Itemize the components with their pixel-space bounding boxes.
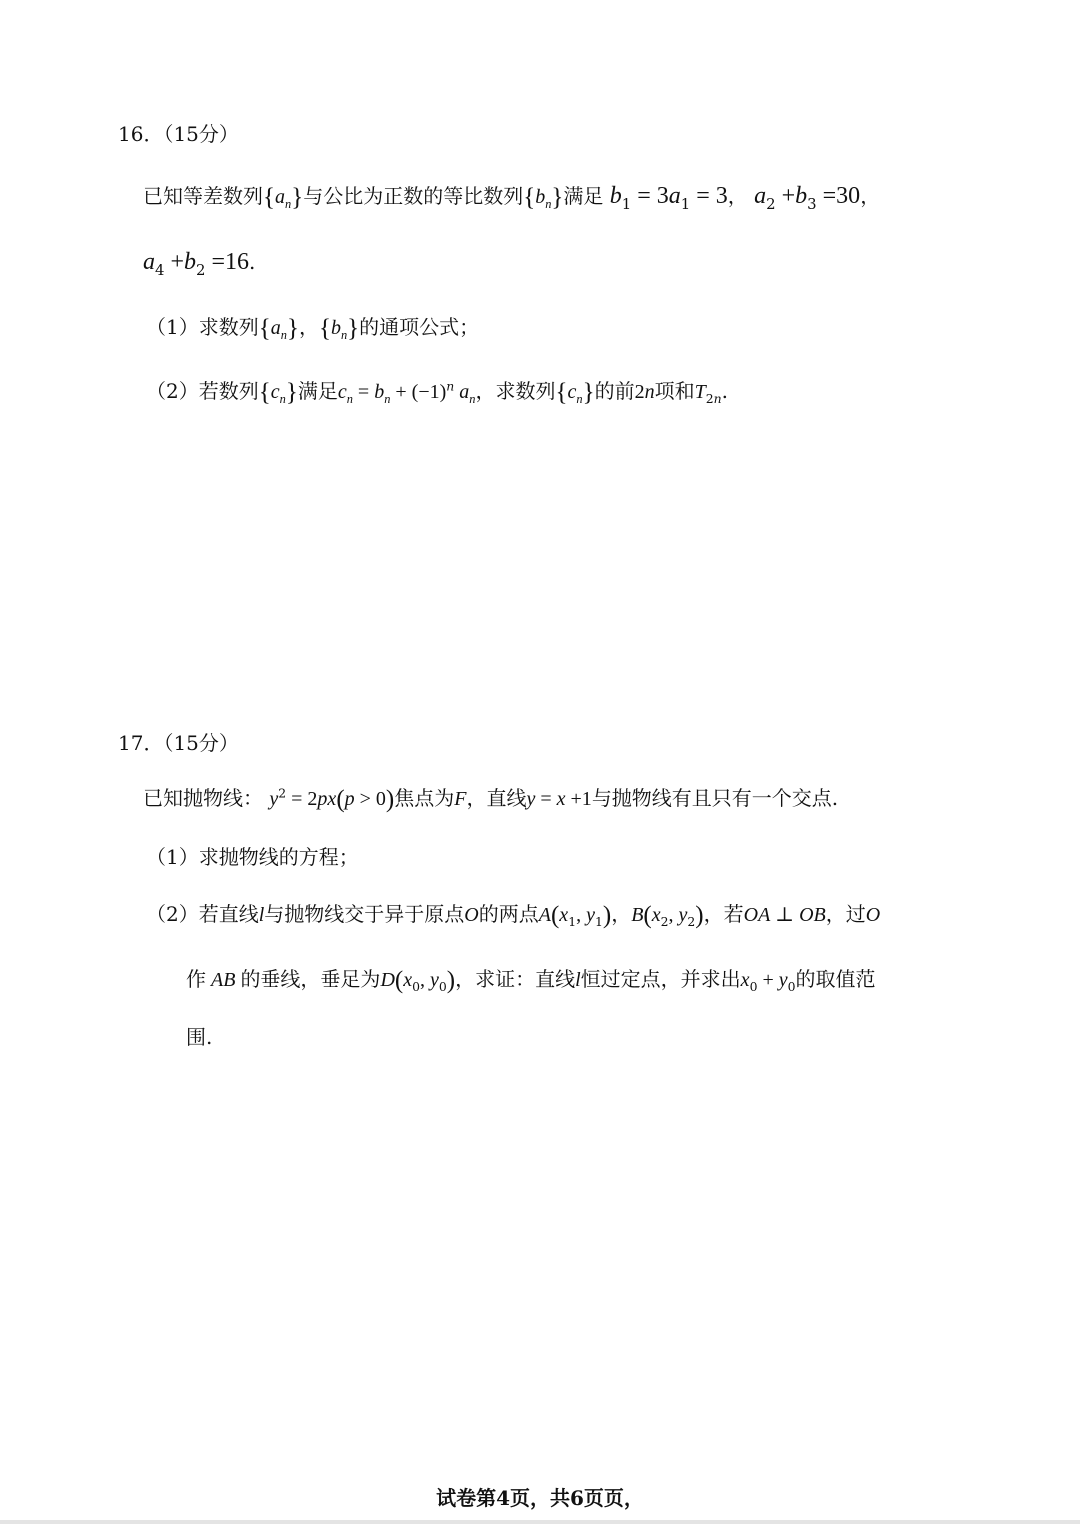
q17-part1: （1）求抛物线的方程； — [146, 845, 359, 869]
q16-formula-2: $a_2 +b_3 =30$ — [754, 183, 861, 213]
q17-part2-line2: 作 AB 的垂线，垂足为$D(x_0$, $y_0$)，求证：直线l恒过定点，并求出$x_0 + y_0$的取值范 — [186, 967, 876, 994]
q17-line2-c: ，求证：直线 — [455, 967, 576, 991]
q17-stem-c: ，直线 — [466, 786, 527, 810]
q17-part2-a: （2）若直线 — [146, 902, 259, 926]
q17-stem: 已知抛物线： $y^2 = 2px(p > 0)$焦点为F，直线y = x +1与抛物线有且只有一个交点. — [143, 785, 839, 813]
q17-stem-d: 与抛物线有且只有一个交点. — [591, 786, 839, 810]
bottom-edge — [0, 1520, 1080, 1524]
q16-part2-mid: 满足 — [297, 379, 338, 403]
q17-line2-a: 作 — [186, 967, 206, 991]
q16-stem-text-a: 已知等差数列 — [143, 184, 263, 208]
q17-part2-c: 的两点 — [478, 902, 539, 926]
q16-stem-period: . — [249, 250, 256, 274]
q16-part1-label: （1）求数列 — [146, 315, 259, 339]
q16-part2-end: . — [721, 379, 728, 403]
q17-line2-e: 的取值范 — [795, 967, 876, 991]
q16-stem-line1: 已知等差数列$\{a_n\}$与公比为正数的等比数列$\{b_n\}$满足 $b_1 = 3a_1 = 3$， $a_2 +b_3 =30$， — [143, 183, 881, 213]
q16-header: 16．（15分） — [118, 122, 239, 146]
q17-part2-e: ，过 — [825, 902, 866, 926]
page-footer: 试卷第4页，共6页页， — [436, 1486, 644, 1510]
q17-part2-d: ，若 — [703, 902, 744, 926]
q16-stem-text-b: 与公比为正数的等比数列 — [303, 184, 524, 208]
q16-stem-text-c: 满足 — [563, 184, 604, 208]
q17-header: 17．（15分） — [118, 731, 239, 755]
q16-part2-tail-a: ，求数列 — [475, 379, 556, 403]
q17-stem-b: 焦点为 — [394, 786, 455, 810]
q16-formula-1: $b_1 = 3a_1 = 3$ — [609, 183, 728, 213]
q16-part2-tail-b: 的前 — [594, 379, 635, 403]
q16-formula-3: $a_4 +b_2 =16$ — [143, 249, 250, 279]
q16-part2-tail-c: 项和 — [654, 379, 695, 403]
q16-part2-label: （2）若数列 — [146, 379, 259, 403]
q16-part2: （2）若数列$\{c_n\}$满足$c_n = b_n + (-1)^n$ $a_n$，求数列$\{c_n\}$的前2n项和$T_{2n}$. — [146, 378, 728, 406]
q17-part2-b: 与抛物线交于异于原点 — [264, 902, 465, 926]
q16-stem-line2 — [143, 249, 256, 279]
q16-part1-tail: 的通项公式； — [359, 315, 480, 339]
q17-line2-d: 恒过定点，并求出 — [580, 967, 741, 991]
q16-part1: （1）求数列$\{a_n\}$，$\{b_n\}$的通项公式； — [146, 315, 480, 342]
q17-line2-b: 的垂线，垂足为 — [240, 967, 381, 991]
q17-part2-line3: 围. — [186, 1025, 213, 1049]
q17-part2-line1: （2）若直线l与抛物线交于异于原点O的两点$A(x_1$, $y_1$)，$B(x_2$, $y_2$)，若OA ⊥ OB，过O — [146, 902, 881, 929]
q17-stem-a: 已知抛物线： — [143, 786, 263, 810]
q16-part1-sep: ， — [298, 315, 319, 339]
